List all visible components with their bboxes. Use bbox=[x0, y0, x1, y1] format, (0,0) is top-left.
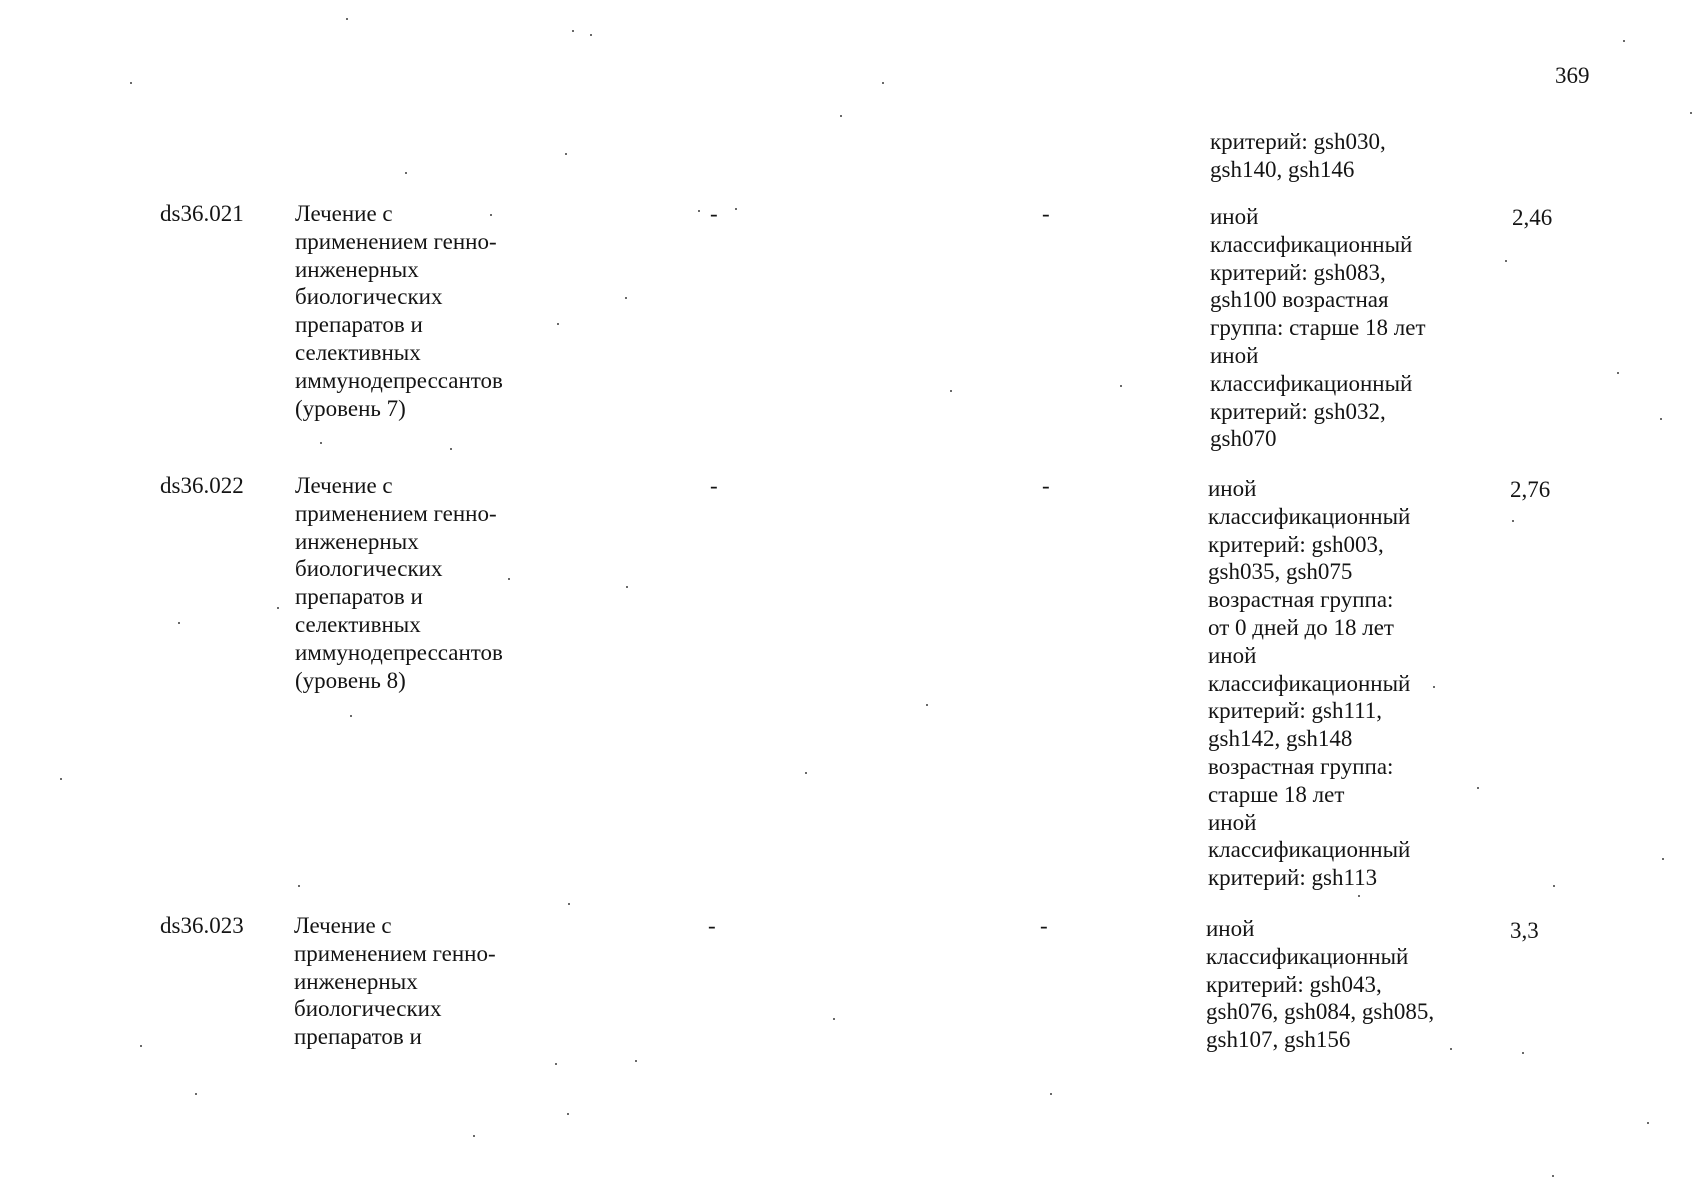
row-coefficient: 2,46 bbox=[1512, 205, 1553, 230]
row-col4-dash: - bbox=[1042, 473, 1050, 498]
row-code: ds36.021 bbox=[160, 201, 244, 226]
row-code: ds36.022 bbox=[160, 473, 244, 498]
row-col4-dash: - bbox=[1040, 913, 1048, 938]
row-name: Лечение с применением генно- инженерных биологических препаратов и селективных иммунодепрессантов (уровень 7) bbox=[295, 201, 503, 421]
row-col3-dash: - bbox=[708, 913, 716, 938]
row-coefficient: 3,3 bbox=[1510, 918, 1539, 943]
page-number: 369 bbox=[1555, 63, 1590, 88]
row-code: ds36.023 bbox=[160, 913, 244, 938]
row-col4-dash: - bbox=[1042, 201, 1050, 226]
row-criteria: иной классификационный критерий: gsh043, gsh076, gsh084, gsh085, gsh107, gsh156 bbox=[1206, 916, 1435, 1053]
row-col3-dash: - bbox=[710, 201, 718, 226]
row-name: Лечение с применением генно- инженерных биологических препаратов и bbox=[294, 913, 496, 1050]
continuation-criteria: критерий: gsh030, gsh140, gsh146 bbox=[1210, 129, 1386, 182]
row-criteria: иной классификационный критерий: gsh083, gsh100 возрастная группа: старше 18 лет иной классификационный критерий: gsh032, gsh070 bbox=[1210, 204, 1426, 452]
row-criteria: иной классификационный критерий: gsh003, gsh035, gsh075 возрастная группа: от 0 дней до 18 лет иной классификационный критерий: gsh111, gsh142, gsh148 возрастная группа: старше 18 лет иной классификационный критерий: gsh113 bbox=[1208, 476, 1411, 891]
row-coefficient: 2,76 bbox=[1510, 477, 1551, 502]
row-col3-dash: - bbox=[710, 473, 718, 498]
row-name: Лечение с применением генно- инженерных биологических препаратов и селективных иммунодепрессантов (уровень 8) bbox=[295, 473, 503, 693]
